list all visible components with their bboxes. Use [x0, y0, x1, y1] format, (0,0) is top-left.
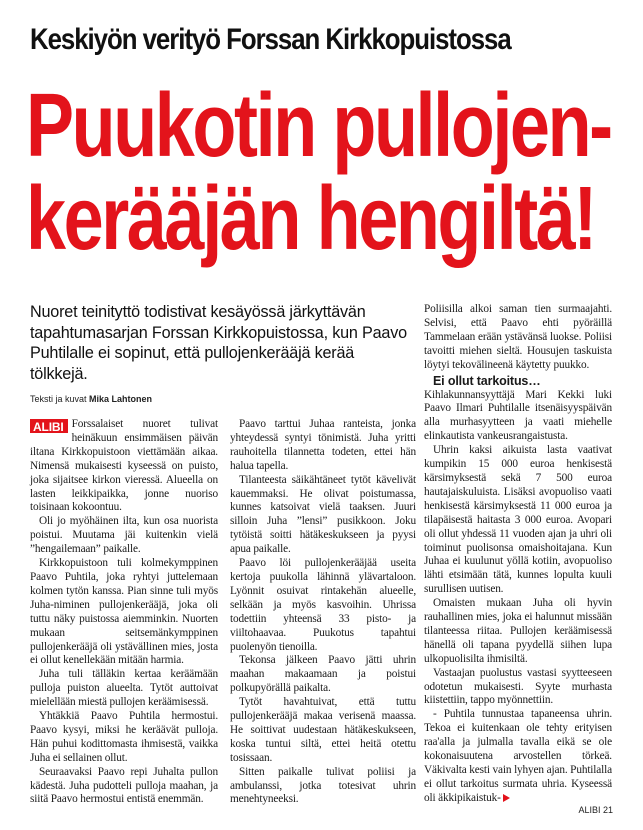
headline-line-2: kerääjän hengiltä! [26, 169, 596, 269]
paragraph: Poliisilla alkoi saman tien surmaajahti. Selvisi, että Paavo ehti pyöräillä Tammelaan erään ystävänsä luokse. Poliisi tavoitti miehen sieltä. Housujen taskuista löytyi tekovälineenä käytetty puukko. [424, 303, 612, 371]
continue-arrow-icon [503, 794, 510, 802]
kicker-title: Keskiyön verityö Forssan Kirkkopuistossa [30, 23, 511, 56]
lead-paragraph: Nuoret teinityttö todistivat kesäyössä järkyttävän tapahtumasarjan Forssan Kirkkopuistossa, kun Paavo Puhtilalle ei sopinut, että pullojenkerääjä kerää tölkkejä. [30, 303, 407, 383]
paragraph: Sitten paikalle tulivat poliisi ja ambulanssi, jotka totesivat uhrin menehtyneeksi. [230, 765, 416, 806]
paragraph: Oli jo myöhäinen ilta, kun osa nuorista poistui. Muutama jäi kuitenkin vielä ”hengailemaan” paikalle. [30, 515, 218, 556]
article-column-1 [30, 418, 218, 807]
paragraph [30, 418, 218, 515]
paragraph: Yhtäkkiä Paavo Puhtila hermostui. Paavo kysyi, miksi he keräävät pulloja. Hän puhui kodittomasta ihmisestä, vaikka Juha ei sellainen ollut. [30, 710, 218, 764]
article-column-2 [230, 418, 416, 807]
paragraph: Tytöt havahtuivat, että tuttu pullojenkerääjä makaa verisenä maassa. He soittivat uudestaan hätäkeskukseen, koska tuntui siltä, ettei heitä otettu tosissaan. [230, 696, 416, 764]
paragraph: Omaisten mukaan Juha oli hyvin rauhallinen mies, joka ei halunnut missään tilanteessa riitaa. Pullojen keräämisessä hänellä oli tapana pyydellä siihen lupa ulkopuolisilta ihmisiltä. [424, 597, 612, 665]
byline [30, 393, 410, 405]
headline-line-1: Puukotin pullojen- [26, 76, 611, 176]
page-footer: ALIBI 21 [578, 805, 613, 815]
headline [26, 76, 611, 269]
alibi-logo-tag: ALIBI [30, 419, 68, 433]
paragraph: Tilanteesta säikähtäneet tytöt kävelivät kauemmaksi. He olivat poistumassa, kunnes katsoivat vielä taaksen. Juuri silloin Juha ”lensi” pusikkoon. Joku tytöistä soitti hätäkeskukseen ja pyysi apua paikalle. [230, 473, 416, 556]
paragraph-text: - Puhtila tunnustaa tapaneensa uhrin. Tekoa ei kuitenkaan ole tehty erityisen raa'alla ja julmalla tavalla eikä se ole kokonaisuutena arvostellen törkeä. Väkivalta kesti vain lyhyen ajan. Puhtilalla ei ollut tarkoitus surmata uhria. Kyseessä oli äkkipikaistuk- [424, 708, 612, 804]
paragraph: Paavo löi pullojenkerääjää useita kertoja puukolla lähinnä ylävartaloon. Lyönnit osuivat rintakehän alueelle, selkään ja myös kasvoihin. Uhrissa todettiin yhteensä 33 pisto- ja viiltohaavaa. Puukotus tapahtui puolenyön tienoilla. [230, 557, 416, 653]
article-column-3 [424, 303, 612, 806]
subheading: Ei ollut tarkoitus… [433, 373, 541, 388]
paragraph: Vastaajan puolustus vastasi syytteeseen odotetun mukaisesti. Syyte murhasta kiistettiin, tappo myönnettiin. [424, 666, 612, 707]
paragraph: Juha tuli tälläkin kertaa keräämään pulloja puiston alueelta. Tytöt auttoivat mielellään miestä pullojen keräämisessä. [30, 668, 218, 709]
byline-prefix: Teksti ja kuvat [30, 394, 87, 404]
paragraph: Paavo tarttui Juhaa ranteista, jonka yhteydessä syntyi tönimistä. Juha yritti rauhoitella tilannetta todeten, ettei hän halua tapella. [230, 418, 416, 472]
paragraph [424, 708, 612, 805]
paragraph: Tekonsa jälkeen Paavo jätti uhrin maahan makaamaan ja poistui polkupyörällä paikalta. [230, 654, 416, 695]
paragraph: Uhrin kaksi aikuista lasta vaativat kumpikin 15 000 euroa henkisestä kärsimyksestä sekä 7 500 euroa hautajaiskuluista. Lisäksi avopuoliso vaati henkisestä kärsimyksestä 11 000 euroa ja tilapäisestä haitasta 3 000 euroa. Avopari oli ollut yhdessä 11 vuoden ajan ja uhri oli toiminut puolisonsa omaishoitajana. Kun Juhaa ei kuulunut yöllä kotiin, avopuoliso lähti etsimään tätä, kunnes lopulta kuuli surullisen uutisen. [424, 444, 612, 596]
paragraph: Kirkkopuistoon tuli kolmekymppinen Paavo Puhtila, joka ryhtyi juttelemaan kolmen tytön kanssa. Pian sinne tuli myös Juha-niminen pullojenkerääjä, joka oli tuttu näky puistossa aiemminkin. Nuorten mukaan seitsemänkymppinen pullojenkerääjä oli ystävällinen mies, josta ei ollut kenellekään mitään harmia. [30, 557, 218, 667]
paragraph-text: Forssalaiset nuoret tulivat heinäkuun ensimmäisen päivän iltana Kirkkopuistoon viettämään aikaa. Nimensä mukaisesti kyseessä on puisto, joka sijaitsee kirkon vieressä. Alueella on lasten leikkipaikka, jonne nuoriso toisinaan kokoontuu. [30, 418, 218, 514]
byline-author: Mika Lahtonen [89, 394, 153, 404]
paragraph: Kihlakunnansyyttäjä Mari Kekki luki Paavo Ilmari Puhtilalle itsenäisyyspäivän alla murhasyytteen ja vaati miehelle elinkautista vankeusrangaistusta. [424, 388, 612, 443]
paragraph: Seuraavaksi Paavo repi Juhalta pullon kädestä. Juha pudotteli pulloja maahan, ja siitä Paavo hermostui entistä enemmän. [30, 765, 218, 806]
